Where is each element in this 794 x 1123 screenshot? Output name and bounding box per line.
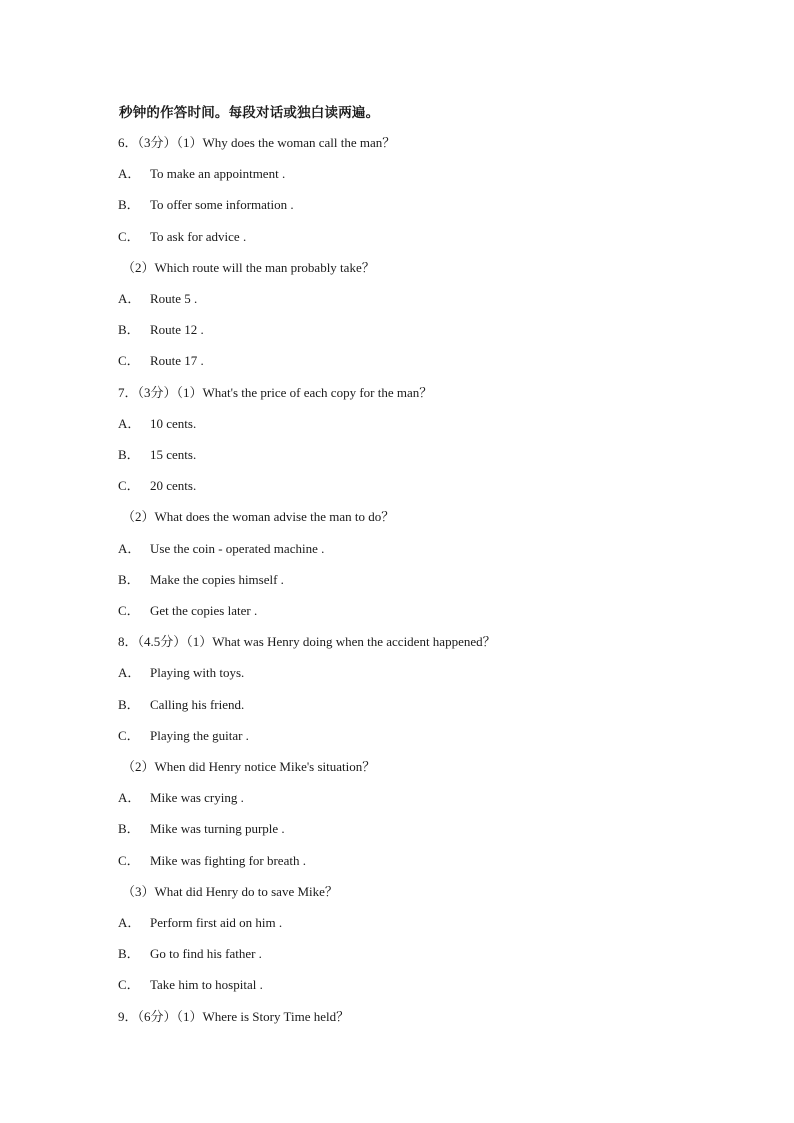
q6-1-option-b: B． To offer some information .: [118, 197, 294, 212]
question-6-part-2-stem: （2）Which route will the man probably take？: [122, 260, 375, 275]
q8-2-option-c: C． Mike was fighting for breath .: [118, 853, 306, 868]
question-9-stem: 9．（6分）（1）Where is Story Time held？: [118, 1009, 350, 1024]
q8-1-option-b: B． Calling his friend.: [118, 697, 245, 712]
q6-2-option-b: B． Route 12 .: [118, 322, 204, 337]
question-8-part-3-stem: （3）What did Henry do to save Mike？: [122, 884, 338, 899]
question-7-part-2-stem: （2）What does the woman advise the man to do？: [122, 509, 395, 524]
q6-2-option-a: A． Route 5 .: [118, 291, 198, 306]
q7-1-option-c: C． 20 cents.: [118, 478, 197, 493]
q8-3-option-c: C． Take him to hospital .: [118, 977, 263, 992]
q7-2-option-b: B． Make the copies himself .: [118, 572, 284, 587]
q8-3-option-a: A． Perform first aid on him .: [118, 915, 283, 930]
q7-2-option-c: C． Get the copies later .: [118, 603, 258, 618]
q7-1-option-b: B． 15 cents.: [118, 447, 197, 462]
q8-3-option-b: B． Go to find his father .: [118, 946, 262, 961]
question-8-stem: 8．（4.5分）（1）What was Henry doing when the accident happened？: [118, 634, 496, 649]
q8-1-option-c: C． Playing the guitar .: [118, 728, 249, 743]
q7-1-option-a: A． 10 cents.: [118, 416, 197, 431]
question-6-stem: 6．（3分）（1）Why does the woman call the man？: [118, 135, 396, 150]
question-7-stem: 7．（3分）（1）What's the price of each copy for the man？: [118, 385, 433, 400]
section-instruction: 秒钟的作答时间。每段对话或独白读两遍。: [119, 105, 380, 121]
q6-1-option-c: C． To ask for advice .: [118, 229, 247, 244]
q7-2-option-a: A． Use the coin - operated machine .: [118, 541, 325, 556]
q8-2-option-a: A． Mike was crying .: [118, 790, 244, 805]
question-8-part-2-stem: （2）When did Henry notice Mike's situation？: [122, 759, 376, 774]
q6-2-option-c: C． Route 17 .: [118, 353, 204, 368]
q8-2-option-b: B． Mike was turning purple .: [118, 821, 285, 836]
q8-1-option-a: A． Playing with toys.: [118, 665, 245, 680]
q6-1-option-a: A． To make an appointment .: [118, 166, 286, 181]
